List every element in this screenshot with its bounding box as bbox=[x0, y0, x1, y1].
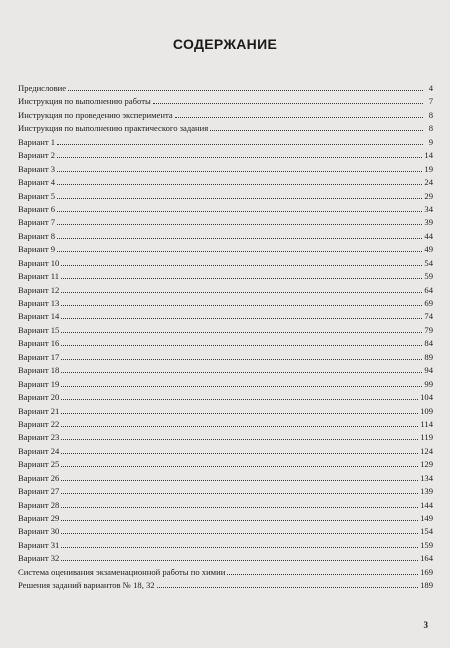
dot-leader bbox=[61, 507, 418, 508]
dot-leader bbox=[57, 224, 422, 225]
toc-entry-label: Вариант 24 bbox=[18, 445, 60, 456]
dot-leader bbox=[153, 103, 423, 104]
toc-entry-page: 189 bbox=[420, 580, 433, 591]
dot-leader bbox=[61, 278, 422, 279]
toc-entry-label: Инструкция по выполнению практического задания bbox=[18, 123, 209, 134]
toc-entry-page: 154 bbox=[420, 526, 433, 537]
toc-entry bbox=[18, 324, 433, 337]
toc-entry-page: 139 bbox=[420, 486, 433, 497]
toc-entry bbox=[18, 405, 433, 418]
toc-entry bbox=[18, 270, 433, 283]
toc-entry-label: Вариант 26 bbox=[18, 472, 60, 483]
toc-entry bbox=[18, 109, 433, 122]
toc-entry bbox=[18, 566, 433, 579]
toc-entry bbox=[18, 216, 433, 229]
toc-entry bbox=[18, 337, 433, 350]
toc-entry-page: 129 bbox=[420, 459, 433, 470]
toc-entry bbox=[18, 512, 433, 525]
dot-leader bbox=[57, 157, 422, 158]
toc-entry-page: 59 bbox=[424, 271, 433, 282]
toc-entry-label: Вариант 4 bbox=[18, 177, 56, 188]
dot-leader bbox=[61, 426, 418, 427]
dot-leader bbox=[61, 547, 418, 548]
toc-entry-label: Вариант 14 bbox=[18, 311, 60, 322]
toc-entry-label: Вариант 23 bbox=[18, 432, 60, 443]
dot-leader bbox=[61, 372, 422, 373]
toc-entry-page: 8 bbox=[428, 109, 433, 120]
toc-entry-label: Вариант 18 bbox=[18, 365, 60, 376]
dot-leader bbox=[61, 520, 418, 521]
toc-entry-page: 19 bbox=[424, 163, 433, 174]
toc-entry bbox=[18, 431, 433, 444]
toc-entry bbox=[18, 284, 433, 297]
toc-entry-label: Вариант 3 bbox=[18, 163, 56, 174]
toc-entry bbox=[18, 203, 433, 216]
toc-entry-page: 119 bbox=[420, 432, 433, 443]
dot-leader bbox=[61, 439, 418, 440]
dot-leader bbox=[61, 292, 422, 293]
toc-entry bbox=[18, 539, 433, 552]
toc-entry bbox=[18, 472, 433, 485]
toc-entry bbox=[18, 579, 433, 592]
toc-entry bbox=[18, 297, 433, 310]
toc-entry bbox=[18, 552, 433, 565]
toc-entry-label: Вариант 25 bbox=[18, 459, 60, 470]
dot-leader bbox=[61, 413, 418, 414]
toc-entry-page: 169 bbox=[420, 566, 433, 577]
dot-leader bbox=[61, 480, 418, 481]
dot-leader bbox=[175, 117, 423, 118]
toc-entry-label: Вариант 17 bbox=[18, 351, 60, 362]
toc-entry-label: Вариант 10 bbox=[18, 257, 60, 268]
dot-leader bbox=[157, 587, 419, 588]
toc-entry-page: 24 bbox=[424, 177, 433, 188]
toc-entry-label: Вариант 19 bbox=[18, 378, 60, 389]
toc-entry-page: 114 bbox=[420, 418, 433, 429]
dot-leader bbox=[61, 466, 418, 467]
toc-entry bbox=[18, 176, 433, 189]
toc-entry-page: 164 bbox=[420, 553, 433, 564]
dot-leader bbox=[57, 184, 422, 185]
toc-entry bbox=[18, 499, 433, 512]
toc-entry bbox=[18, 122, 433, 135]
toc-entry-page: 144 bbox=[420, 499, 433, 510]
dot-leader bbox=[61, 453, 418, 454]
toc-entry bbox=[18, 378, 433, 391]
toc-entry-page: 64 bbox=[424, 284, 433, 295]
toc-entry-label: Вариант 13 bbox=[18, 298, 60, 308]
toc-entry-page: 94 bbox=[424, 365, 433, 376]
toc-entry-label: Инструкция по выполнению работы bbox=[18, 96, 151, 107]
toc-entry-label: Вариант 6 bbox=[18, 203, 56, 214]
toc-entry-page: 124 bbox=[420, 445, 433, 456]
toc-entry-page: 84 bbox=[424, 338, 433, 349]
toc-entry bbox=[18, 149, 433, 162]
toc-entry-page: 149 bbox=[420, 513, 433, 523]
toc-entry-page: 14 bbox=[424, 150, 433, 161]
toc-entry bbox=[18, 418, 433, 431]
dot-leader bbox=[61, 560, 418, 561]
toc-entry-page: 29 bbox=[424, 190, 433, 201]
toc-entry-label: Вариант 31 bbox=[18, 539, 60, 550]
toc-entry-page: 134 bbox=[420, 472, 433, 483]
toc-entry-label: Вариант 8 bbox=[18, 230, 56, 241]
toc-entry-page: 69 bbox=[424, 298, 433, 308]
toc-entry-page: 79 bbox=[424, 324, 433, 335]
toc-entry-page: 9 bbox=[428, 136, 433, 147]
toc-entry-label: Вариант 20 bbox=[18, 392, 60, 403]
dot-leader bbox=[61, 265, 422, 266]
toc-entry-label: Вариант 27 bbox=[18, 486, 60, 497]
toc-entry-label: Решения заданий вариантов № 18, 32 bbox=[18, 580, 155, 591]
dot-leader bbox=[61, 386, 422, 387]
toc-entry-label: Вариант 30 bbox=[18, 526, 60, 537]
toc-entry bbox=[18, 243, 433, 256]
toc-entry-label: Вариант 1 bbox=[18, 136, 56, 147]
toc-entry bbox=[18, 257, 433, 270]
table-of-contents bbox=[18, 82, 433, 593]
toc-entry-label: Вариант 7 bbox=[18, 217, 56, 228]
toc-entry-page: 159 bbox=[420, 539, 433, 550]
toc-entry-page: 44 bbox=[424, 230, 433, 241]
toc-entry-page: 54 bbox=[424, 257, 433, 268]
dot-leader bbox=[61, 359, 422, 360]
dot-leader bbox=[61, 305, 422, 306]
toc-entry-label: Вариант 5 bbox=[18, 190, 56, 201]
toc-entry-label: Предисловие bbox=[18, 83, 67, 93]
page-number: 3 bbox=[423, 620, 428, 630]
toc-entry bbox=[18, 485, 433, 498]
toc-entry-label: Вариант 12 bbox=[18, 284, 60, 295]
toc-entry-label: Вариант 32 bbox=[18, 553, 60, 564]
dot-leader bbox=[61, 399, 418, 400]
toc-entry-label: Вариант 29 bbox=[18, 513, 60, 523]
toc-entry bbox=[18, 230, 433, 243]
toc-entry-page: 7 bbox=[428, 96, 433, 107]
toc-entry-label: Вариант 28 bbox=[18, 499, 60, 510]
toc-entry-page: 74 bbox=[424, 311, 433, 322]
dot-leader bbox=[227, 574, 418, 575]
toc-entry bbox=[18, 445, 433, 458]
toc-entry-label: Вариант 16 bbox=[18, 338, 60, 349]
page-title: СОДЕРЖАНИЕ bbox=[172, 36, 278, 52]
toc-entry bbox=[18, 458, 433, 471]
toc-entry-label: Инструкция по проведению эксперимента bbox=[18, 109, 173, 120]
dot-leader bbox=[57, 238, 422, 239]
dot-leader bbox=[61, 493, 418, 494]
dot-leader bbox=[210, 130, 423, 131]
toc-entry-label: Вариант 9 bbox=[18, 244, 56, 255]
toc-entry-page: 39 bbox=[424, 217, 433, 228]
toc-entry-page: 49 bbox=[424, 244, 433, 255]
dot-leader bbox=[61, 332, 422, 333]
toc-entry-page: 34 bbox=[424, 203, 433, 214]
toc-entry bbox=[18, 310, 433, 323]
dot-leader bbox=[61, 318, 422, 319]
toc-entry bbox=[18, 364, 433, 377]
dot-leader bbox=[57, 251, 422, 252]
toc-entry-page: 4 bbox=[428, 83, 433, 93]
dot-leader bbox=[57, 171, 422, 172]
dot-leader bbox=[57, 211, 422, 212]
toc-entry bbox=[18, 163, 433, 176]
toc-entry-label: Вариант 15 bbox=[18, 324, 60, 335]
dot-leader bbox=[57, 144, 423, 145]
toc-entry-page: 99 bbox=[424, 378, 433, 389]
toc-entry-page: 8 bbox=[428, 123, 433, 134]
toc-entry bbox=[18, 136, 433, 149]
toc-entry bbox=[18, 95, 433, 108]
toc-entry-label: Вариант 2 bbox=[18, 150, 56, 161]
toc-entry-label: Система оценивания экзаменационной работы по химии bbox=[18, 566, 226, 577]
toc-entry bbox=[18, 82, 433, 95]
dot-leader bbox=[61, 345, 422, 346]
toc-entry bbox=[18, 351, 433, 364]
toc-entry bbox=[18, 525, 433, 538]
toc-entry bbox=[18, 391, 433, 404]
toc-entry-page: 109 bbox=[420, 405, 433, 416]
toc-entry-page: 104 bbox=[420, 392, 433, 403]
dot-leader bbox=[68, 90, 423, 91]
toc-entry-label: Вариант 21 bbox=[18, 405, 60, 416]
toc-entry-label: Вариант 22 bbox=[18, 418, 60, 429]
dot-leader bbox=[57, 198, 422, 199]
dot-leader bbox=[61, 533, 418, 534]
toc-entry-page: 89 bbox=[424, 351, 433, 362]
toc-entry bbox=[18, 190, 433, 203]
toc-entry-label: Вариант 11 bbox=[18, 271, 60, 282]
